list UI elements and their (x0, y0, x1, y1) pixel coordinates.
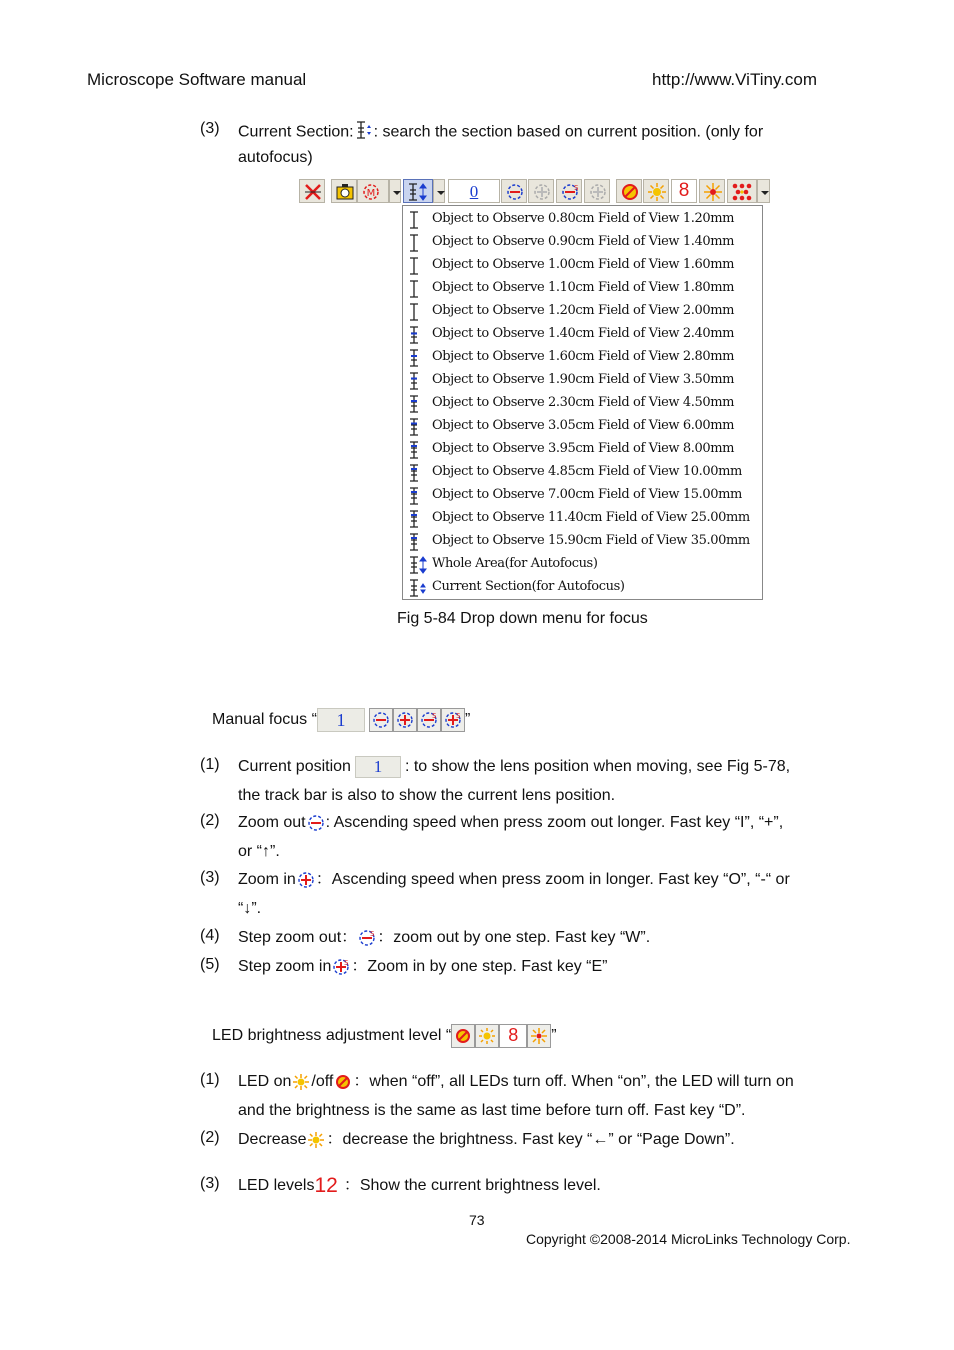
manual-focus-title (212, 708, 470, 732)
focus-menu-item-label: Object to Observe 4.85cm Field of View 10.00mm (432, 464, 742, 479)
sun-icon (306, 1130, 326, 1150)
zoom-out-icon (306, 813, 326, 833)
mf-item2-c: or “↑”. (238, 843, 280, 860)
focus-menu-item-label: Current Section(for Autofocus) (432, 579, 625, 594)
svg-text:S: S (431, 712, 437, 720)
sun-icon (647, 182, 667, 202)
led-off-icon (620, 182, 640, 202)
mf-item3-b: ：Ascending speed when press zoom in longer. Fast key “O”, “-“ or (315, 871, 790, 888)
led-item1-b: ：when “off”, all LEDs turn off. When “on”, the LED will turn on (353, 1073, 794, 1090)
focus-menu-item[interactable] (403, 415, 762, 438)
bright-sun-icon (527, 1024, 551, 1048)
led-item1-num: (1) (200, 1071, 220, 1088)
zoom-in-icon (393, 708, 417, 732)
focus-menu-item-label: Whole Area(for Autofocus) (432, 556, 598, 571)
focus-menu-item[interactable] (403, 277, 762, 300)
focus-menu-item[interactable] (403, 323, 762, 346)
manual-focus-title-end: ” (464, 711, 471, 729)
mf-item5-a: Step zoom in (238, 958, 332, 975)
whole-area-focus-icon (407, 182, 431, 202)
focus-menu-item-label: Object to Observe 1.00cm Field of View 1.60mm (432, 257, 735, 272)
lens-position-box (448, 179, 500, 203)
focus-menu-item-label: Object to Observe 7.00cm Field of View 15.00mm (432, 487, 742, 502)
led-level-value: 8 (678, 180, 690, 201)
focus-range-icon (407, 302, 427, 322)
focus-menu-item-label: Object to Observe 15.90cm Field of View 35.00mm (432, 533, 750, 548)
mf-item1 (238, 752, 866, 810)
stop-x-icon (303, 182, 323, 202)
header-url: http://www.ViTiny.com (652, 70, 818, 89)
step-zoom-in-icon (441, 708, 465, 732)
mf-item1-num: (1) (200, 756, 220, 773)
focus-range-dropdown-button[interactable] (433, 179, 445, 203)
zoom-in-icon (296, 870, 316, 890)
lens-position-value: 0 (469, 182, 479, 201)
focus-menu-item[interactable] (403, 369, 762, 392)
focus-range-icon (407, 279, 427, 299)
led-pattern-button[interactable] (727, 179, 757, 203)
led-item2-b: ：decrease the brightness. Fast key “←” or “Page Down”. (326, 1131, 735, 1148)
mf-item2-num: (2) (200, 812, 220, 829)
led-pattern-dropdown-button[interactable] (757, 179, 770, 203)
focus-menu-item-label: Object to Observe 1.90cm Field of View 3.50mm (432, 372, 735, 387)
section3-num: (3) (200, 120, 220, 137)
focus-range-icon (407, 394, 427, 414)
svg-text:S: S (344, 958, 349, 967)
mf-item2-b: : Ascending speed when press zoom out longer. Fast key “I”, “+”, (325, 814, 784, 831)
current-section-icon (354, 120, 374, 145)
focus-range-icon (407, 486, 427, 506)
led-title (212, 1024, 557, 1048)
whole-area-focus-icon (407, 555, 427, 575)
mf-item4-a: Step zoom out： (238, 929, 358, 946)
led-off-icon (451, 1024, 475, 1048)
zoom-in-button[interactable] (528, 179, 554, 203)
led-level-value: 8 (508, 1025, 519, 1045)
mf-item2 (238, 808, 866, 866)
mf-item5-b: ：Zoom in by one step. Fast key “E” (351, 958, 608, 975)
step-zoom-out-button[interactable] (556, 179, 582, 203)
focus-menu-item-label: Object to Observe 0.80cm Field of View 1.20mm (432, 211, 735, 226)
led-levels-value: 12 (314, 1174, 338, 1197)
focus-menu-item-label: Object to Observe 1.60cm Field of View 2.80mm (432, 349, 735, 364)
focus-menu-item[interactable] (403, 461, 762, 484)
focus-menu-item-label: Object to Observe 11.40cm Field of View 25.00mm (432, 510, 750, 525)
chevron-down-icon (437, 182, 445, 202)
focus-menu-item-label: Object to Observe 1.10cm Field of View 1.80mm (432, 280, 735, 295)
sun-icon (291, 1072, 311, 1092)
mf-item1-b: : to show the lens position when moving, see Fig 5-78, (404, 758, 791, 775)
mf-item3-a: Zoom in (238, 871, 296, 888)
sun-icon (475, 1024, 499, 1048)
step-zoom-in-icon (331, 957, 351, 977)
focus-range-icon (407, 210, 427, 230)
led-level-box (499, 1024, 527, 1048)
section3-text: : search the section based on current position. (only for (373, 123, 764, 141)
section3-line1 (238, 120, 763, 145)
led-increase-button[interactable] (699, 179, 725, 203)
current-position-box: 1 (355, 756, 401, 778)
led-item2 (238, 1125, 866, 1154)
manual-focus-title-text: Manual focus “ (212, 711, 317, 729)
focus-range-icon (407, 256, 427, 276)
led-item3-a: LED levels (238, 1177, 315, 1194)
led-item3-b: ：Show the current brightness level. (343, 1177, 601, 1194)
copyright: Copyright ©2008-2014 MicroLinks Technology Corp. (526, 1231, 851, 1247)
focus-range-icon (407, 371, 427, 391)
record-dropdown-button[interactable] (389, 179, 401, 203)
stop-button[interactable] (299, 179, 325, 203)
step-zoom-in-icon (588, 182, 608, 202)
focus-menu-item[interactable] (403, 208, 762, 231)
svg-text:S: S (370, 929, 375, 938)
current-section-icon (407, 578, 427, 598)
mf-item3-num: (3) (200, 869, 220, 886)
page-number: 73 (469, 1212, 485, 1228)
mf-item3-c: “↓”. (238, 900, 262, 917)
zoom-out-icon (505, 182, 525, 202)
focus-menu-item[interactable] (403, 300, 762, 323)
focus-menu-item[interactable] (403, 484, 762, 507)
focus-menu-item[interactable] (403, 530, 762, 553)
led-level-box (671, 179, 697, 203)
section3-text2: autofocus) (238, 149, 313, 166)
led-off-button[interactable] (616, 179, 642, 203)
led-item1 (238, 1067, 866, 1125)
step-zoom-out-icon (357, 928, 377, 948)
focus-menu-item[interactable] (403, 231, 762, 254)
led-title-text: LED brightness adjustment level “ (212, 1027, 452, 1045)
zoom-in-icon (532, 182, 552, 202)
focus-range-icon (407, 325, 427, 345)
focus-range-icon (407, 348, 427, 368)
step-zoom-in-button[interactable] (584, 179, 610, 203)
focus-menu-item-label: Object to Observe 2.30cm Field of View 4.50mm (432, 395, 735, 410)
camera-icon (335, 182, 355, 202)
step-zoom-out-icon (417, 708, 441, 732)
led-item3 (238, 1171, 866, 1200)
led-item2-a: Decrease (238, 1131, 307, 1148)
mf-item1-a: Current position (238, 758, 351, 775)
mf-item5 (238, 952, 866, 981)
focus-menu-item-label: Object to Observe 3.05cm Field of View 6.00mm (432, 418, 735, 433)
mf-item5-num: (5) (200, 956, 220, 973)
focus-range-icon (407, 532, 427, 552)
zoom-out-icon (369, 708, 393, 732)
led-off-icon (333, 1072, 353, 1092)
focus-range-icon (407, 440, 427, 460)
focus-menu-item[interactable] (403, 254, 762, 277)
led-pattern-icon (731, 182, 753, 202)
chevron-down-icon (393, 182, 401, 202)
snapshot-button[interactable] (331, 179, 357, 203)
focus-menu-item[interactable] (403, 576, 762, 599)
focus-menu-item[interactable] (403, 346, 762, 369)
focus-dropdown-menu (402, 205, 763, 600)
bright-sun-icon (703, 182, 723, 202)
svg-text:S: S (455, 712, 461, 720)
led-item1-a: LED on (238, 1073, 292, 1090)
mf-item1-c: the track bar is also to show the current lens position. (238, 787, 616, 804)
mf-item2-a: Zoom out (238, 814, 306, 831)
led-item2-num: (2) (200, 1129, 220, 1146)
focus-menu-item[interactable] (403, 507, 762, 530)
step-zoom-out-icon (560, 182, 580, 202)
mf-item4-b: ：zoom out by one step. Fast key “W”. (377, 929, 651, 946)
chevron-down-icon (761, 182, 769, 202)
focus-range-icon (407, 233, 427, 253)
figure-caption: Fig 5-84 Drop down menu for focus (397, 610, 648, 627)
led-item3-num: (3) (200, 1175, 220, 1192)
focus-range-icon (407, 463, 427, 483)
focus-range-icon (407, 417, 427, 437)
manual-focus-position-box: 1 (317, 708, 365, 732)
focus-menu-item-label: Object to Observe 1.20cm Field of View 2.00mm (432, 303, 735, 318)
led-title-end: ” (551, 1027, 557, 1045)
focus-menu-item[interactable] (403, 438, 762, 461)
focus-menu-item[interactable] (403, 392, 762, 415)
svg-text:M: M (366, 188, 376, 199)
focus-range-icon (407, 509, 427, 529)
zoom-out-button[interactable] (501, 179, 527, 203)
led-item1-c: and the brightness is the same as last time before turn off. Fast key “D”. (238, 1102, 746, 1119)
focus-menu-item-label: Object to Observe 3.95cm Field of View 8.00mm (432, 441, 735, 456)
record-button[interactable] (357, 179, 389, 203)
focus-menu-item-label: Object to Observe 0.90cm Field of View 1.40mm (432, 234, 735, 249)
mf-item4-num: (4) (200, 927, 220, 944)
mf-item4 (238, 923, 866, 952)
svg-text:S: S (574, 184, 579, 192)
led-item1-mid: /off (311, 1073, 334, 1090)
header-title: Microscope Software manual (87, 70, 307, 89)
led-decrease-button[interactable] (643, 179, 669, 203)
record-m-icon (361, 182, 381, 202)
focus-range-button[interactable] (403, 179, 433, 203)
focus-menu-item-label: Object to Observe 1.40cm Field of View 2.40mm (432, 326, 735, 341)
section3-label: Current Section: (238, 123, 354, 141)
mf-item3 (238, 865, 866, 923)
focus-menu-item[interactable] (403, 553, 762, 576)
